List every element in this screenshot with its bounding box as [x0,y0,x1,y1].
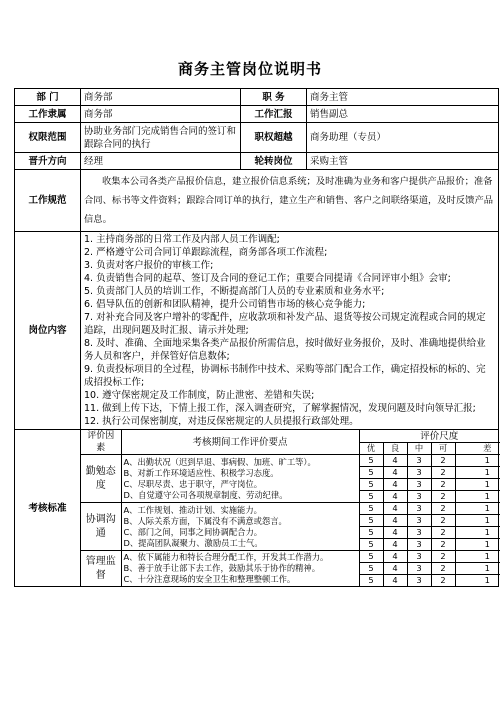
point-item: D、提高团队凝聚力、激励员工士气。 [123,537,263,548]
rotate-label: 轮转岗位 [241,153,307,170]
score-cell[interactable]: 4 [383,491,407,503]
score-cell[interactable]: 4 [383,575,407,587]
position-label: 职 务 [241,89,307,106]
score-cell[interactable]: 2 [431,455,455,467]
score-cell[interactable]: 3 [407,467,431,479]
promote-value: 经理 [81,153,241,170]
score-cell[interactable]: 3 [407,563,431,575]
point-item: B、善于放手让部下去工作，鼓励其乐于协作的精神。 [123,563,321,573]
score-cell[interactable]: 1 [455,527,500,539]
duty-item: 7. 对补充合同及客户增补的零配件，应收款项和补发产品、退货等按公司规定流程或合同的规定追踪，出现问题及时汇报、请示并处理; [84,312,486,336]
score-cell[interactable]: 5 [359,551,383,563]
scale-label: 良 [383,443,407,455]
score-cell[interactable]: 1 [455,563,500,575]
scale-label: 中 [407,443,431,455]
score-cell[interactable]: 5 [359,455,383,467]
point-item: B、人际关系方面，下属没有不满意或怨言。 [123,515,287,526]
beyond-value: 商务助理（专员） [307,123,499,153]
duty-item: 11. 做到上传下达，下情上报工作，深入调查研究，了解掌握情况，发现问题及时向领导汇报; [84,403,476,414]
point-item: D、自觉遵守公司各项规章制度、劳动纪律。 [123,489,288,500]
score-cell[interactable]: 1 [455,491,500,503]
dept-label: 部 门 [15,89,81,106]
score-cell[interactable]: 3 [407,575,431,587]
score-cell[interactable]: 4 [383,467,407,479]
score-cell[interactable]: 1 [455,515,500,527]
score-cell[interactable]: 5 [359,467,383,479]
score-cell[interactable]: 2 [431,479,455,491]
scale-label: 优 [359,443,383,455]
point-item: C、部门之间，同事之间协调配合力。 [123,526,263,537]
duty-item: 6. 倡导队伍的创新和团队精神，提升公司销售市场的核心竞争能力; [84,299,366,310]
point-item: A、出勤状况（迟到早退、事病假、加班、旷工等）。 [123,456,316,467]
duty-item: 10. 遵守保密规定及工作制度，防止泄密、差错和失误; [84,390,315,401]
score-cell[interactable]: 3 [407,503,431,515]
score-cell[interactable]: 5 [359,503,383,515]
score-cell[interactable]: 4 [383,527,407,539]
score-cell[interactable]: 1 [455,455,500,467]
score-cell[interactable]: 5 [359,527,383,539]
duty-item: 1. 主持商务部的日常工作及内部人员工作调配; [84,234,280,245]
duty-item: 12. 执行公司保密制度，对违反保密规定的人员提报行政部处理。 [84,416,359,427]
score-cell[interactable]: 2 [431,539,455,551]
score-cell[interactable]: 3 [407,551,431,563]
score-cell[interactable]: 4 [383,503,407,515]
score-cell[interactable]: 5 [359,575,383,587]
point-item: A、依下属能力和特长合理分配工作，开发其工作潜力。 [123,552,329,562]
factor-management: 管理监督 [81,551,121,587]
score-cell[interactable]: 4 [383,479,407,491]
promote-label: 晋升方向 [15,153,81,170]
score-cell[interactable]: 5 [359,491,383,503]
score-cell[interactable]: 2 [431,575,455,587]
dept-value: 商务部 [81,89,241,106]
score-cell[interactable]: 1 [455,539,500,551]
score-cell[interactable]: 5 [359,479,383,491]
score-cell[interactable]: 4 [383,455,407,467]
score-cell[interactable]: 2 [431,563,455,575]
spec-text: 收集本公司各类产品报价信息，建立报价信息系统；及时准确为业务和客户提供产品报价；准备合同、标书等文件资料；跟踪合同订单的执行，建立生产和销售、客户之间联络渠道，及时反馈产品信息。 [81,170,499,232]
rotate-value: 采购主管 [307,153,499,170]
duty-item: 9. 负责投标项目的全过程，协调标书制作中技术、采购等部门配合工作，确定招投标的标的、完成招投标工作; [84,364,486,388]
scope-value: 协助业务部门完成销售合同的签订和跟踪合同的执行 [81,123,241,153]
position-value: 商务主管 [307,89,499,106]
factor-coordination: 协调沟通 [81,503,121,551]
duties-label: 岗位内容 [15,232,81,430]
score-cell[interactable]: 4 [383,551,407,563]
score-cell[interactable]: 5 [359,539,383,551]
score-cell[interactable]: 2 [431,515,455,527]
duty-item: 2. 严格遵守公司合同订单跟踪流程，商务部各项工作流程; [84,247,328,258]
score-cell[interactable]: 3 [407,479,431,491]
score-cell[interactable]: 3 [407,455,431,467]
factor-header: 评价因素 [81,430,121,455]
beyond-label: 职权超越 [241,123,307,153]
points-coordination [121,503,359,551]
document-title: 商务主管岗位说明书 [177,60,322,78]
score-cell[interactable]: 5 [359,515,383,527]
score-cell[interactable]: 2 [431,503,455,515]
point-item: A、工作规划、推动计划、实施能力。 [123,504,262,515]
scale-label: 差 [455,443,500,455]
score-cell[interactable]: 1 [455,575,500,587]
report-label: 工作汇报 [241,106,307,123]
score-cell[interactable]: 5 [359,563,383,575]
duty-item: 4. 负责销售合同的起草、签订及合同的登记工作；重要合同提请《合同评审小组》会审; [84,273,451,284]
score-cell[interactable]: 3 [407,539,431,551]
score-cell[interactable]: 2 [431,551,455,563]
report-value: 销售副总 [307,106,499,123]
duty-item: 5. 负责部门人员的培训工作，不断提高部门人员的专业素质和业务水平; [84,286,385,297]
score-cell[interactable]: 3 [407,527,431,539]
score-cell[interactable]: 1 [455,479,500,491]
point-item: C、尽职尽责、忠于职守，严守岗位。 [123,478,263,489]
score-cell[interactable]: 1 [455,503,500,515]
score-cell[interactable]: 4 [383,515,407,527]
job-description-table [14,88,498,587]
score-cell[interactable]: 4 [383,539,407,551]
belong-label: 工作隶属 [15,106,81,123]
duties-list [81,232,499,430]
scope-label: 权限范围 [15,123,81,153]
score-cell[interactable]: 3 [407,491,431,503]
assessment-section [81,430,499,587]
assessment-table [81,430,500,586]
points-diligence [121,455,359,503]
score-cell[interactable]: 4 [383,563,407,575]
point-item: C、十分注意现场的安全卫生和整理整顿工作。 [123,574,296,584]
spec-label: 工作规范 [15,170,81,232]
assessment-label: 考核标准 [15,430,81,587]
score-cell[interactable]: 2 [431,491,455,503]
score-cell[interactable]: 3 [407,515,431,527]
scale-header: 评价尺度 [359,430,500,443]
scale-label: 可 [431,443,455,455]
score-cell[interactable]: 2 [431,527,455,539]
duty-item: 3. 负责对客户报价的审核工作; [84,260,214,271]
score-cell[interactable]: 1 [455,551,500,563]
points-management [121,551,359,587]
score-cell[interactable]: 2 [431,467,455,479]
duty-item: 8. 及时、准确、全面地采集各类产品报价所需信息，按时做好业务报价，及时、准确地提供给业务人员和客户，并保管好信息数体; [84,338,486,362]
belong-value: 商务部 [81,106,241,123]
points-header: 考核期间工作评价要点 [121,430,359,455]
factor-diligence: 勤勉态度 [81,455,121,503]
score-cell[interactable]: 1 [455,467,500,479]
point-item: B、对新工作环境适应性、积极学习态度。 [123,467,279,478]
